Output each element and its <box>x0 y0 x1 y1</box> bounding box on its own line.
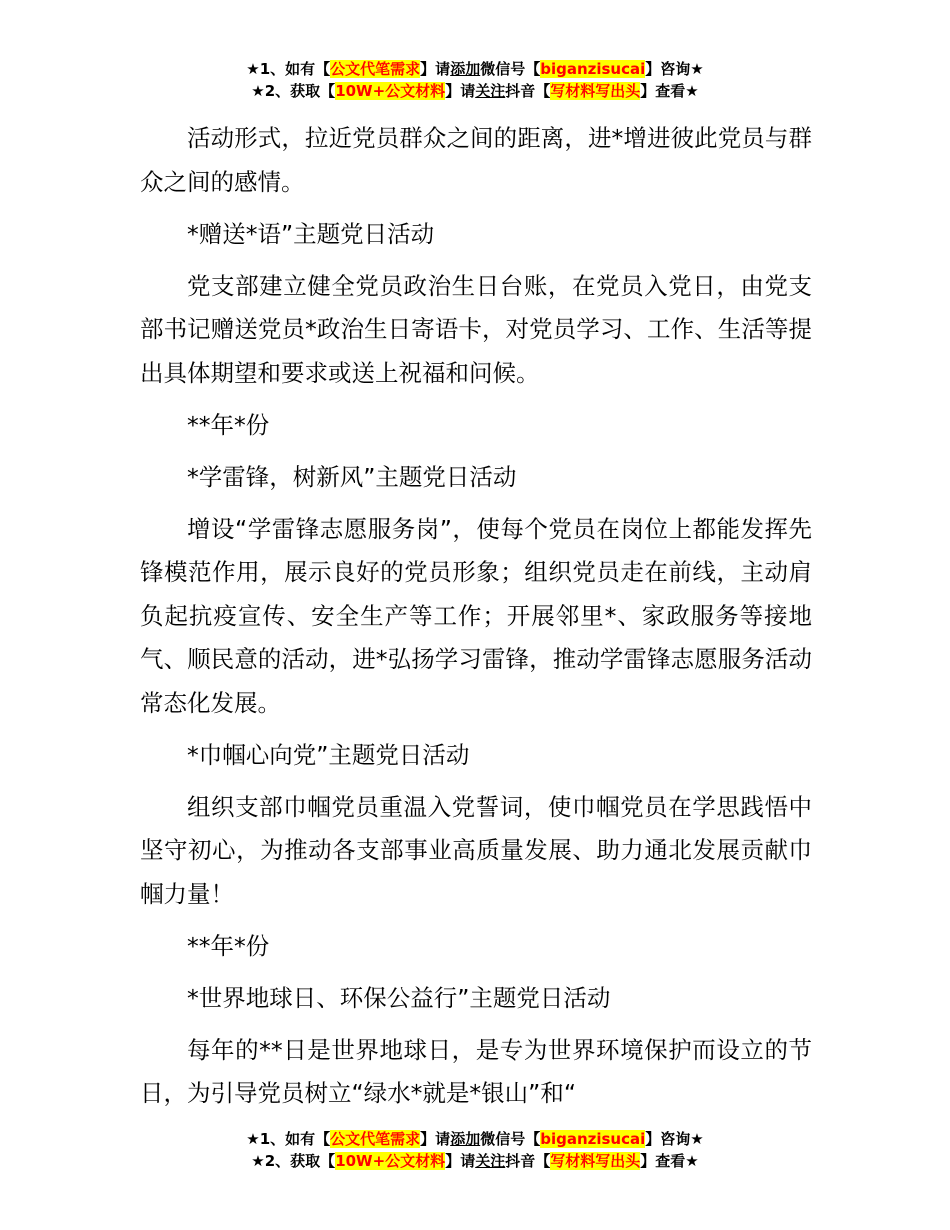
banner-text: 】查看★ <box>640 82 699 100</box>
document-body <box>140 117 812 1124</box>
banner-text: ★1、如有【 <box>246 60 331 78</box>
banner-highlight: biganzisucai <box>540 60 646 78</box>
banner-text: 微信号【 <box>480 1130 541 1148</box>
section-heading: *赠送*语”主题党日活动 <box>187 219 435 248</box>
banner-highlight: biganzisucai <box>540 1130 646 1148</box>
banner-line-1 <box>0 1128 950 1150</box>
paragraph: 组织支部巾帼党员重温入党誓词，使巾帼党员在学思践悟中坚守初心，为推动各支部事业高质量发展、助力通北发展贡献巾帼力量！ <box>140 792 812 908</box>
section-heading: *世界地球日、环保公益行”主题党日活动 <box>187 983 611 1012</box>
banner-underlined-text: 添加 <box>450 60 481 78</box>
banner-text: ★2、获取【 <box>251 1152 336 1170</box>
paragraph: 每年的**日是世界地球日，是专为世界环境保护而设立的节日，为引导党员树立“绿水*就是*银山”和“ <box>140 1035 812 1107</box>
footer-banner <box>0 1128 950 1172</box>
date-heading: **年*份 <box>187 410 270 439</box>
banner-underlined-text: 添加 <box>450 1130 481 1148</box>
banner-text: 】咨询★ <box>645 60 704 78</box>
banner-text: 】请 <box>420 60 451 78</box>
date-heading: **年*份 <box>187 931 270 960</box>
banner-text: 】咨询★ <box>645 1130 704 1148</box>
banner-highlight: 公文代笔需求 <box>330 60 421 78</box>
header-banner <box>0 58 950 102</box>
banner-highlight: 公文代笔需求 <box>330 1130 421 1148</box>
banner-text: 微信号【 <box>480 60 541 78</box>
banner-text: 】请 <box>445 1152 476 1170</box>
banner-text: 抖音【 <box>505 1152 551 1170</box>
banner-line-2 <box>0 80 950 102</box>
banner-highlight: 10W+公文材料 <box>335 82 446 100</box>
banner-underlined-text: 关注 <box>475 1152 506 1170</box>
banner-line-2 <box>0 1150 950 1172</box>
banner-highlight: 写材料写出头 <box>550 1152 641 1170</box>
banner-text: 】请 <box>420 1130 451 1148</box>
section-heading: *学雷锋，树新风”主题党日活动 <box>187 462 517 491</box>
paragraph: 党支部建立健全党员政治生日台账，在党员入党日，由党支部书记赠送党员*政治生日寄语卡，对党员学习、工作、生活等提出具体期望和要求或送上祝福和问候。 <box>140 271 812 387</box>
banner-text: ★2、获取【 <box>251 82 336 100</box>
section-heading: *巾帼心向党”主题党日活动 <box>187 740 470 769</box>
banner-highlight: 写材料写出头 <box>550 82 641 100</box>
banner-text: 】查看★ <box>640 1152 699 1170</box>
banner-text: 】请 <box>445 82 476 100</box>
paragraph: 活动形式，拉近党员群众之间的距离，进*增进彼此党员与群众之间的感情。 <box>140 124 812 196</box>
banner-line-1 <box>0 58 950 80</box>
banner-underlined-text: 关注 <box>475 82 506 100</box>
banner-text: ★1、如有【 <box>246 1130 331 1148</box>
banner-highlight: 10W+公文材料 <box>335 1152 446 1170</box>
banner-text: 抖音【 <box>505 82 551 100</box>
paragraph: 增设“学雷锋志愿服务岗”，使每个党员在岗位上都能发挥先锋模范作用，展示良好的党员形象；组织党员走在前线，主动肩负起抗疫宣传、安全生产等工作；开展邻里*、家政服务等接地气、顺民意的活动，进*弘扬学习雷锋，推动学雷锋志愿服务活动常态化发展。 <box>140 514 812 717</box>
